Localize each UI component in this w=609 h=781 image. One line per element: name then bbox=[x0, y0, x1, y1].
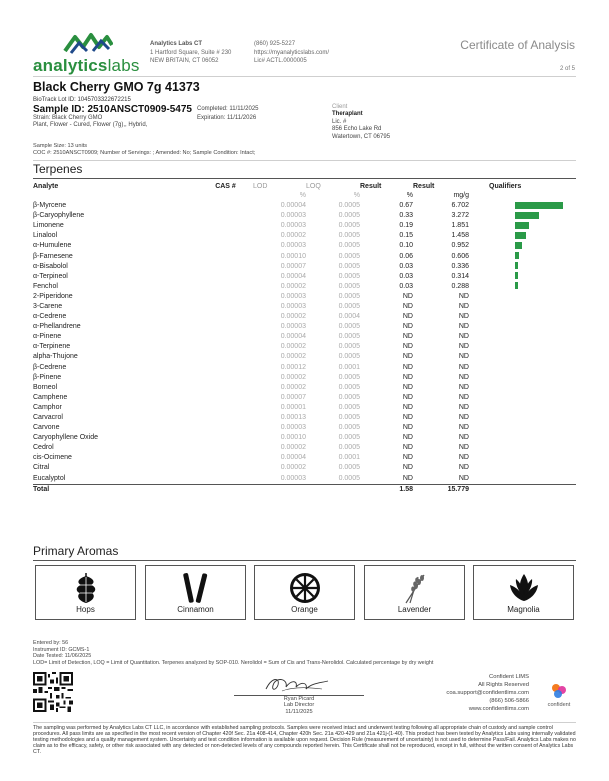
cas-cell bbox=[198, 373, 253, 383]
table-row bbox=[33, 393, 576, 403]
qualifier-cell bbox=[469, 403, 576, 413]
result-mg: ND bbox=[458, 353, 469, 361]
analyte-name: α-Terpinene bbox=[33, 343, 71, 351]
result-pct: ND bbox=[402, 393, 413, 401]
divider bbox=[33, 76, 576, 77]
qr-code[interactable] bbox=[33, 672, 73, 712]
qualifier-cell bbox=[469, 423, 576, 433]
result-pct: ND bbox=[402, 353, 413, 361]
loq-value: 0.0005 bbox=[338, 333, 360, 341]
table-row bbox=[33, 231, 576, 241]
result-mg-unit: mg/g bbox=[453, 192, 469, 199]
lod-value: 0.00004 bbox=[280, 272, 306, 280]
qualifier-cell bbox=[469, 262, 576, 272]
concentration-bar bbox=[515, 282, 518, 289]
table-row bbox=[33, 332, 576, 342]
loq-unit: % bbox=[353, 192, 360, 199]
lims-info: Confident LIMS All Rights Reserved coa.support@confidentlims.com (866) 506-5866 www.confidentlims.com bbox=[446, 674, 529, 712]
analyte-name: 2-Piperidone bbox=[33, 292, 73, 300]
concentration-bar bbox=[515, 242, 522, 249]
lod-value: 0.00013 bbox=[280, 414, 306, 422]
analyte-name: β-Cedrene bbox=[33, 363, 67, 371]
result-pct: ND bbox=[402, 363, 413, 371]
result-mg: ND bbox=[458, 292, 469, 300]
qualifier-cell bbox=[469, 272, 576, 282]
analyte-name: α-Cedrene bbox=[33, 313, 67, 321]
table-row bbox=[33, 312, 576, 322]
cas-cell bbox=[198, 231, 253, 241]
qualifier-cell bbox=[469, 241, 576, 251]
concentration-bar bbox=[515, 262, 518, 269]
lod-value: 0.00002 bbox=[280, 444, 306, 452]
cas-cell bbox=[198, 241, 253, 251]
table-row bbox=[33, 241, 576, 251]
analyte-name: α-Humulene bbox=[33, 242, 72, 250]
hops-icon bbox=[69, 571, 103, 605]
table-row bbox=[33, 453, 576, 463]
cas-cell bbox=[198, 383, 253, 393]
result-pct: ND bbox=[402, 323, 413, 331]
cas-cell bbox=[198, 413, 253, 423]
result-mg: ND bbox=[458, 424, 469, 432]
result-pct: ND bbox=[402, 454, 413, 462]
result-pct: 0.10 bbox=[399, 242, 413, 250]
table-row bbox=[33, 342, 576, 352]
result-pct: 0.03 bbox=[399, 262, 413, 270]
lod-value: 0.00003 bbox=[280, 474, 306, 482]
loq-value: 0.0005 bbox=[338, 383, 360, 391]
lod-unit: % bbox=[299, 192, 306, 199]
signature-image bbox=[262, 673, 332, 695]
result-pct: ND bbox=[402, 302, 413, 310]
cas-cell bbox=[198, 393, 253, 403]
result-pct: ND bbox=[402, 373, 413, 381]
sample-meta: Sample Size: 13 units COC #: 2510ANSCT0909; Number of Servings: ; Amended: No; Sample Condition: Intact; bbox=[33, 143, 256, 156]
result-mg: ND bbox=[458, 403, 469, 411]
loq-value: 0.0005 bbox=[338, 212, 360, 220]
result-pct: ND bbox=[402, 414, 413, 422]
result-mg: ND bbox=[458, 464, 469, 472]
loq-header: LOQ bbox=[306, 182, 321, 190]
analyte-name: Borneol bbox=[33, 383, 58, 391]
confident-logo-icon bbox=[550, 682, 568, 700]
loq-value: 0.0005 bbox=[338, 424, 360, 432]
magnolia-icon bbox=[507, 571, 541, 605]
cas-cell bbox=[198, 403, 253, 413]
result-mg: ND bbox=[458, 434, 469, 442]
cas-cell bbox=[198, 433, 253, 443]
result-mg: ND bbox=[458, 313, 469, 321]
table-row bbox=[33, 413, 576, 423]
qualifier-cell bbox=[469, 292, 576, 302]
qualifier-cell bbox=[469, 453, 576, 463]
loq-value: 0.0005 bbox=[338, 232, 360, 240]
qualifier-cell bbox=[469, 211, 576, 221]
cas-cell bbox=[198, 322, 253, 332]
analyte-name: α-Phellandrene bbox=[33, 323, 81, 331]
aroma-card-magnolia bbox=[473, 565, 574, 620]
aroma-label: Cinnamon bbox=[177, 605, 214, 614]
table-row bbox=[33, 403, 576, 413]
result-mg: 0.606 bbox=[451, 252, 469, 260]
analyte-name: Fenchol bbox=[33, 282, 58, 290]
confident-logo: confident bbox=[543, 682, 575, 708]
cas-cell bbox=[198, 221, 253, 231]
cas-cell bbox=[198, 282, 253, 292]
result-mg: ND bbox=[458, 323, 469, 331]
signature-block bbox=[234, 673, 364, 715]
loq-value: 0.0005 bbox=[338, 282, 360, 290]
analytics-labs-logo-mark bbox=[63, 31, 113, 55]
lod-value: 0.00004 bbox=[280, 454, 306, 462]
product-title: Black Cherry GMO 7g 41373 bbox=[33, 80, 200, 94]
result-mg: ND bbox=[458, 383, 469, 391]
loq-value: 0.0001 bbox=[338, 454, 360, 462]
loq-value: 0.0005 bbox=[338, 414, 360, 422]
result-mg: ND bbox=[458, 363, 469, 371]
result-pct-unit: % bbox=[406, 192, 413, 199]
analyte-name: α-Pinene bbox=[33, 333, 62, 341]
loq-value: 0.0005 bbox=[338, 474, 360, 482]
lod-value: 0.00002 bbox=[280, 343, 306, 351]
result-pct-header: Result bbox=[360, 182, 382, 190]
result-mg: ND bbox=[458, 393, 469, 401]
analyte-name: Camphene bbox=[33, 393, 68, 401]
loq-value: 0.0005 bbox=[338, 242, 360, 250]
qualifier-cell bbox=[469, 312, 576, 322]
aroma-label: Lavender bbox=[397, 605, 432, 614]
concentration-bar bbox=[515, 222, 529, 229]
loq-value: 0.0005 bbox=[338, 252, 360, 260]
table-row bbox=[33, 383, 576, 393]
sample-id: Sample ID: 2510ANSCT0909-5475 bbox=[33, 104, 192, 115]
table-row bbox=[33, 363, 576, 373]
result-pct: 0.03 bbox=[399, 282, 413, 290]
qualifier-cell bbox=[469, 363, 576, 373]
analyte-name: Cedrol bbox=[33, 444, 54, 452]
cas-cell bbox=[198, 342, 253, 352]
qualifier-cell bbox=[469, 322, 576, 332]
loq-value: 0.0005 bbox=[338, 343, 360, 351]
result-pct: ND bbox=[402, 424, 413, 432]
lod-value: 0.00007 bbox=[280, 262, 306, 270]
result-mg: 0.336 bbox=[451, 262, 469, 270]
test-notes: Entered by: 56 Instrument ID: GCMS-1 Date Tested: 11/06/2025 LOD= Limit of Detection, LOQ = Limit of Quantitation. Terpenes analyzed by SOP-010. Nerolidol = Sum of Cis and Trans-Nerolidol. Calculated percentage by dry weight bbox=[33, 640, 434, 666]
result-pct: ND bbox=[402, 383, 413, 391]
result-mg: ND bbox=[458, 414, 469, 422]
cas-cell bbox=[198, 443, 253, 453]
cas-cell bbox=[198, 312, 253, 322]
result-pct: ND bbox=[402, 333, 413, 341]
concentration-bar bbox=[515, 202, 563, 209]
aroma-card-orange bbox=[254, 565, 355, 620]
analyte-name: Caryophyllene Oxide bbox=[33, 434, 98, 442]
concentration-bar bbox=[515, 212, 539, 219]
terpenes-table bbox=[33, 182, 576, 496]
analyte-name: Citral bbox=[33, 464, 50, 472]
client-info: Client Theraplant Lic. # 856 Echo Lake Rd Watertown, CT 06795 bbox=[332, 104, 391, 140]
result-pct: 0.33 bbox=[399, 212, 413, 220]
lod-value: 0.00002 bbox=[280, 232, 306, 240]
strain-info: Strain: Black Cherry GMO Plant, Flower - Cured, Flower (7g),, Hybrid, bbox=[33, 115, 148, 128]
table-row bbox=[33, 251, 576, 261]
result-mg: 0.952 bbox=[451, 242, 469, 250]
loq-value: 0.0001 bbox=[338, 363, 360, 371]
qualifier-cell bbox=[469, 433, 576, 443]
lab-contact: (860) 925-5227 https://myanalyticslabs.com/ Lic# ACTL.0000005 bbox=[254, 41, 330, 64]
lod-value: 0.00002 bbox=[280, 373, 306, 381]
lod-value: 0.00002 bbox=[280, 353, 306, 361]
cas-cell bbox=[198, 251, 253, 261]
result-pct: 0.15 bbox=[399, 232, 413, 240]
cas-cell bbox=[198, 332, 253, 342]
result-mg: 0.288 bbox=[451, 282, 469, 290]
result-pct: ND bbox=[402, 434, 413, 442]
result-mg: 1.458 bbox=[451, 232, 469, 240]
table-row bbox=[33, 262, 576, 272]
divider bbox=[33, 560, 576, 561]
lod-value: 0.00012 bbox=[280, 363, 306, 371]
lims-email-link[interactable]: coa.support@confidentlims.com bbox=[446, 690, 529, 696]
lod-value: 0.00004 bbox=[280, 333, 306, 341]
divider bbox=[33, 160, 576, 161]
loq-value: 0.0005 bbox=[338, 464, 360, 472]
analyte-name: 3-Carene bbox=[33, 302, 63, 310]
loq-value: 0.0005 bbox=[338, 292, 360, 300]
aroma-label: Hops bbox=[76, 605, 95, 614]
aroma-card-lavender bbox=[364, 565, 465, 620]
qualifier-cell bbox=[469, 352, 576, 362]
analyte-name: Camphor bbox=[33, 403, 62, 411]
result-mg: ND bbox=[458, 454, 469, 462]
cas-header: CAS # bbox=[215, 182, 236, 190]
divider bbox=[33, 178, 576, 179]
lod-value: 0.00010 bbox=[280, 434, 306, 442]
total-pct: 1.58 bbox=[360, 484, 413, 496]
qualifier-cell bbox=[469, 332, 576, 342]
analytics-labs-logo-text: analyticslabs bbox=[33, 56, 140, 75]
cas-cell bbox=[198, 363, 253, 373]
result-mg: 1.851 bbox=[451, 222, 469, 230]
lod-value: 0.00002 bbox=[280, 464, 306, 472]
qualifier-cell bbox=[469, 393, 576, 403]
analyte-name: Eucalyptol bbox=[33, 474, 66, 482]
concentration-bar bbox=[515, 232, 526, 239]
lab-address: Analytics Labs CT 1 Hartford Square, Suite # 230 NEW BRITAIN, CT 06052 bbox=[150, 41, 232, 64]
loq-value: 0.0005 bbox=[338, 403, 360, 411]
aroma-label: Orange bbox=[291, 605, 318, 614]
lod-header: LOD bbox=[253, 182, 268, 190]
analyte-name: α-Bisabolol bbox=[33, 262, 68, 270]
qualifier-cell bbox=[469, 443, 576, 453]
cinnamon-icon bbox=[179, 571, 213, 605]
qualifier-cell bbox=[469, 302, 576, 312]
loq-value: 0.0005 bbox=[338, 262, 360, 270]
table-row bbox=[33, 474, 576, 485]
result-pct: ND bbox=[402, 403, 413, 411]
terpenes-section-title: Terpenes bbox=[33, 162, 83, 176]
lod-value: 0.00010 bbox=[280, 252, 306, 260]
qualifier-cell bbox=[469, 413, 576, 423]
qualifiers-header: Qualifiers bbox=[489, 182, 522, 190]
table-row bbox=[33, 201, 576, 211]
result-mg: ND bbox=[458, 373, 469, 381]
result-pct: ND bbox=[402, 444, 413, 452]
cas-cell bbox=[198, 423, 253, 433]
result-pct: 0.67 bbox=[399, 202, 413, 210]
loq-value: 0.0005 bbox=[338, 272, 360, 280]
lab-website-link[interactable]: https://myanalyticslabs.com/ bbox=[254, 49, 330, 56]
analyte-header: Analyte bbox=[33, 182, 59, 190]
table-row bbox=[33, 443, 576, 453]
result-pct: ND bbox=[402, 474, 413, 482]
loq-value: 0.0005 bbox=[338, 302, 360, 310]
result-pct: 0.19 bbox=[399, 222, 413, 230]
analyte-name: β-Myrcene bbox=[33, 202, 67, 210]
table-row bbox=[33, 272, 576, 282]
lims-website-link[interactable]: www.confidentlims.com bbox=[468, 706, 529, 712]
analyte-name: Linalool bbox=[33, 232, 58, 240]
result-pct: ND bbox=[402, 343, 413, 351]
aroma-card-hops bbox=[35, 565, 136, 620]
disclaimer: The sampling was performed by Analytics Labs CT LLC, in accordance with established sampling protocols. Samples were received intact and underwent testing following all appropriate chain of custody and sample control procedures. All pass limits are as specified in the most recent version of Chapter 420f Sec. 21a 408-414, Chapter 420h Sec. 21a 420-429 and 21a 421j-(1-40). This product has been tested by Analytics Labs using internally validated testing methodologies and a quality management system. Uncertainty and test condition information is available upon request. Decision Rule (measurement of uncertainty) is not used to determine Pass/Fail. Analytics Labs makes no claim as to the efficacy, safety, or other risk associated with any detected or non-detected levels of any compounds reported herein. This Certificate shall not be reproduced, except in full, without the written consent of Analytics Labs CT. bbox=[33, 725, 576, 755]
lot-id: BioTrack Lot ID: 1045703322672215 bbox=[33, 97, 131, 103]
lod-value: 0.00003 bbox=[280, 302, 306, 310]
analyte-name: cis-Ocimene bbox=[33, 454, 72, 462]
table-row bbox=[33, 352, 576, 362]
qualifier-cell bbox=[469, 463, 576, 473]
qualifier-cell bbox=[469, 474, 576, 485]
lod-value: 0.00002 bbox=[280, 383, 306, 391]
qualifier-cell bbox=[469, 221, 576, 231]
loq-value: 0.0005 bbox=[338, 323, 360, 331]
qualifier-cell bbox=[469, 251, 576, 261]
table-row bbox=[33, 423, 576, 433]
cas-cell bbox=[198, 211, 253, 221]
signature-date: 11/11/2025 bbox=[285, 708, 313, 715]
qualifier-cell bbox=[469, 231, 576, 241]
lod-value: 0.00003 bbox=[280, 424, 306, 432]
result-mg: ND bbox=[458, 444, 469, 452]
result-mg-header: Result bbox=[413, 182, 435, 190]
lod-value: 0.00007 bbox=[280, 393, 306, 401]
cas-cell bbox=[198, 302, 253, 312]
result-mg: ND bbox=[458, 474, 469, 482]
loq-value: 0.0004 bbox=[338, 313, 360, 321]
analyte-name: β-Farnesene bbox=[33, 252, 73, 260]
table-row bbox=[33, 211, 576, 221]
divider bbox=[33, 722, 576, 723]
document-title: Certificate of Analysis bbox=[460, 38, 575, 52]
table-row bbox=[33, 302, 576, 312]
lod-value: 0.00003 bbox=[280, 323, 306, 331]
total-mg: 15.779 bbox=[413, 484, 469, 496]
analyte-name: Limonene bbox=[33, 222, 64, 230]
table-row bbox=[33, 221, 576, 231]
qualifier-cell bbox=[469, 201, 576, 211]
analyte-name: Carvacrol bbox=[33, 414, 63, 422]
aromas-section-title: Primary Aromas bbox=[33, 544, 119, 558]
cas-cell bbox=[198, 352, 253, 362]
result-mg: 6.702 bbox=[451, 202, 469, 210]
analyte-name: alpha-Thujone bbox=[33, 353, 78, 361]
lod-value: 0.00001 bbox=[280, 403, 306, 411]
loq-value: 0.0005 bbox=[338, 444, 360, 452]
table-row bbox=[33, 292, 576, 302]
lod-value: 0.00002 bbox=[280, 313, 306, 321]
aroma-label: Magnolia bbox=[507, 605, 540, 614]
cas-cell bbox=[198, 292, 253, 302]
concentration-bar bbox=[515, 252, 519, 259]
total-label: Total bbox=[33, 484, 198, 496]
cas-cell bbox=[198, 463, 253, 473]
result-pct: ND bbox=[402, 313, 413, 321]
cas-cell bbox=[198, 272, 253, 282]
qualifier-cell bbox=[469, 383, 576, 393]
result-mg: 3.272 bbox=[451, 212, 469, 220]
lavender-icon bbox=[398, 571, 432, 605]
result-mg: ND bbox=[458, 333, 469, 341]
table-row bbox=[33, 282, 576, 292]
result-pct: ND bbox=[402, 464, 413, 472]
analyte-name: β-Pinene bbox=[33, 373, 62, 381]
result-mg: ND bbox=[458, 302, 469, 310]
signer-name: Ryan Picard bbox=[283, 696, 315, 702]
result-pct: ND bbox=[402, 292, 413, 300]
loq-value: 0.0005 bbox=[338, 222, 360, 230]
qualifier-cell bbox=[469, 373, 576, 383]
loq-value: 0.0005 bbox=[338, 353, 360, 361]
lod-value: 0.00003 bbox=[280, 292, 306, 300]
result-pct: 0.06 bbox=[399, 252, 413, 260]
loq-value: 0.0005 bbox=[338, 202, 360, 210]
lod-value: 0.00003 bbox=[280, 222, 306, 230]
lod-value: 0.00004 bbox=[280, 202, 306, 210]
analyte-name: β-Caryophyllene bbox=[33, 212, 85, 220]
cas-cell bbox=[198, 262, 253, 272]
qualifier-cell bbox=[469, 342, 576, 352]
cas-cell bbox=[198, 201, 253, 211]
result-mg: 0.314 bbox=[451, 272, 469, 280]
table-row bbox=[33, 463, 576, 473]
cas-cell bbox=[198, 453, 253, 463]
orange-icon bbox=[288, 571, 322, 605]
aroma-card-cinnamon bbox=[145, 565, 246, 620]
qualifier-cell bbox=[469, 282, 576, 292]
result-mg: ND bbox=[458, 343, 469, 351]
table-row bbox=[33, 373, 576, 383]
table-row bbox=[33, 433, 576, 443]
analyte-name: Carvone bbox=[33, 424, 60, 432]
loq-value: 0.0005 bbox=[338, 434, 360, 442]
lod-value: 0.00003 bbox=[280, 212, 306, 220]
concentration-bar bbox=[515, 272, 518, 279]
table-row bbox=[33, 322, 576, 332]
page-number: 2 of 5 bbox=[559, 66, 575, 72]
result-pct: 0.03 bbox=[399, 272, 413, 280]
analyte-name: α-Terpineol bbox=[33, 272, 68, 280]
sample-dates: Completed: 11/11/2025 Expiration: 11/11/2026 bbox=[197, 106, 259, 121]
cas-cell bbox=[198, 474, 253, 485]
lod-value: 0.00002 bbox=[280, 282, 306, 290]
loq-value: 0.0005 bbox=[338, 373, 360, 381]
loq-value: 0.0005 bbox=[338, 393, 360, 401]
signer-title: Lab Director bbox=[283, 702, 315, 709]
lod-value: 0.00003 bbox=[280, 242, 306, 250]
